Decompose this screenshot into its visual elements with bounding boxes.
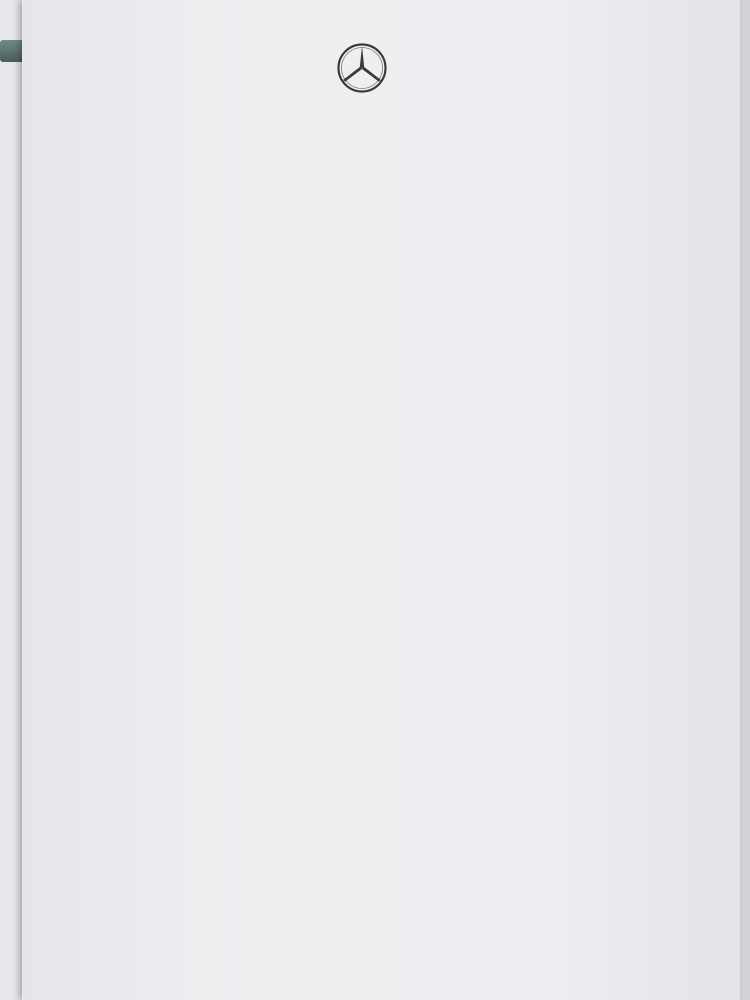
price-list-page: [22, 0, 740, 1000]
mercedes-star-icon: [336, 42, 388, 94]
